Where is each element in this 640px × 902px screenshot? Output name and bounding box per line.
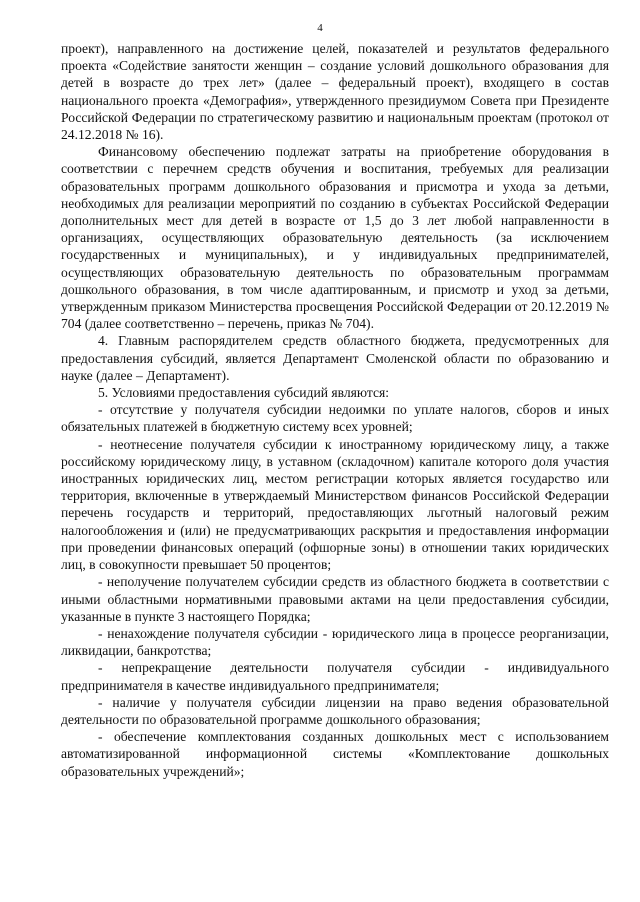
condition-no-other-funds: - неполучение получателем субсидии средств из областного бюджета в соответствии с иными областными нормативными правовыми актами на цели предоставления субсидии, указанные в пункте 3 настоящего Порядка; — [61, 574, 609, 624]
condition-license: - наличие у получателя субсидии лицензии на право ведения образовательной деятельности по образовательной программе дошкольного образования; — [61, 694, 609, 727]
condition-no-arrears: - отсутствие у получателя субсидии недоимки по уплате налогов, сборов и иных обязательных платежей в бюджетную систему всех уровней; — [61, 402, 609, 435]
paragraph-item-4: 4. Главным распорядителем средств областного бюджета, предусмотренных для предоставления субсидий, является Департамент Смоленской области по образованию и науке (далее – Департамент). — [61, 333, 609, 383]
condition-not-reorganizing: - ненахождение получателя субсидии - юридического лица в процессе реорганизации, ликвидации, банкротства; — [61, 625, 609, 659]
paragraph-financing: Финансовому обеспечению подлежат затраты на приобретение оборудования в соответствии с перечнем средств обучения и воспитания, требуемых для реализации образовательных программ дошкольного образования и присмотра и ухода за детьми, необходимых для реализации мероприятий по созданию в субъектах Российской Федерации дополнительных мест для детей в возрасте от 1,5 до 3 лет любой направленности в организациях, осуществляющих образовательную деятельность (за исключением государственных и муниципальных), и у индивидуальных предпринимателей, осуществляющих образовательную деятельность по образовательным программам дошкольного образования, в том числе адаптированным, и присмотр и уход за детьми, утвержденным приказом Министерства просвещения Российской Федерации от 20.12.2019 № 704 (далее соответственно – перечень, приказ № 704). — [61, 144, 609, 332]
page-number: 4 — [317, 22, 323, 34]
condition-automated-system: - обеспечение комплектования созданных дошкольных мест с использованием автоматизированной информационной системы «Комплектование дошкольных образовательных учреждений»; — [61, 729, 609, 779]
condition-not-foreign-entity: - неотнесение получателя субсидии к иностранному юридическому лицу, а также российскому юридическому лицу, в уставном (складочном) капитале которого доля участия иностранных юридических лиц, местом регистрации которых является государство или территория, включенные в утверждаемый Министерством финансов Российской Федерации перечень государств и территорий, предоставляющих льготный налоговый режим налогообложения и (или) не предусматривающих раскрытия и предоставления информации при проведении финансовых операций (офшорные зоны) в отношении таких юридических лиц, в совокупности превышает 50 процентов; — [61, 436, 609, 573]
document-body — [61, 40, 609, 780]
paragraph-project-continuation: проект), направленного на достижение целей, показателей и результатов федерального проекта «Содействие занятости женщин – создание условий дошкольного образования для детей в возрасте до трех лет» (далее – федеральный проект), входящего в состав национального проекта «Демография», утвержденного президиумом Совета при Президенте Российской Федерации по стратегическому развитию и национальным проектам (протокол от 24.12.2018 № 16). — [61, 41, 609, 143]
paragraph-item-5: 5. Условиями предоставления субсидий являются: — [98, 385, 390, 401]
condition-activity-continues: - непрекращение деятельности получателя субсидии - индивидуального предпринимателя в качестве индивидуального предпринимателя; — [61, 660, 609, 693]
